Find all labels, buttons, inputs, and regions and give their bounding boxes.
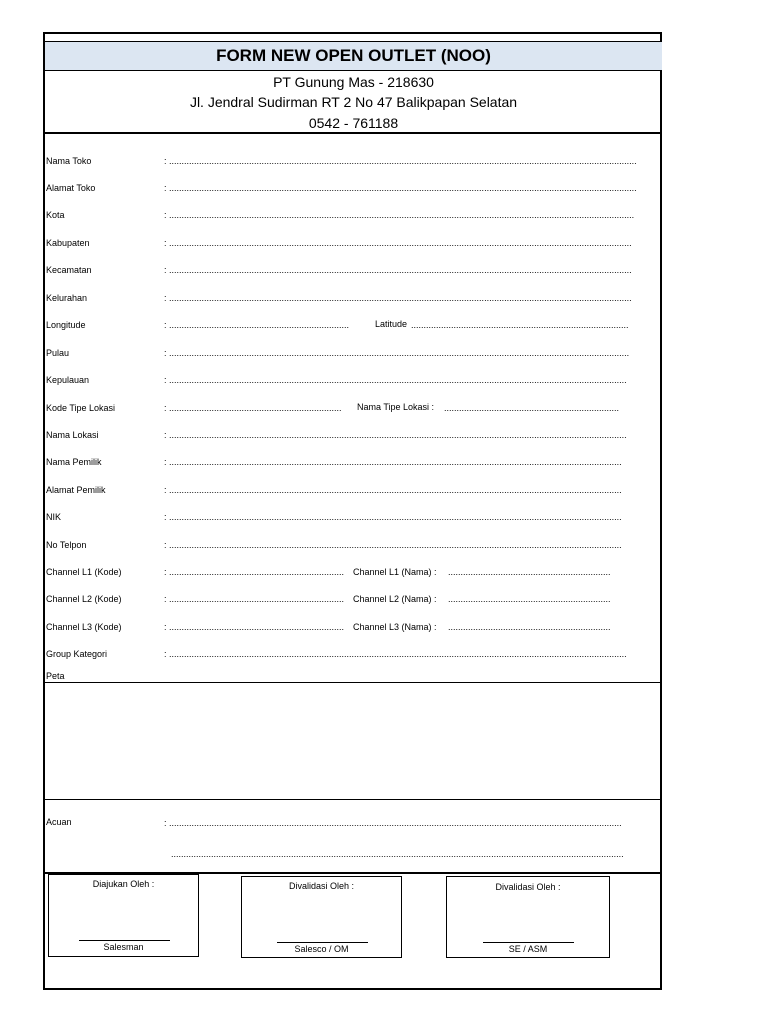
field-label-channel-l1-nama: Channel L1 (Nama) : [353, 567, 437, 577]
field-input-longitude[interactable]: : ........................................................................ [164, 320, 350, 330]
signature-box-salesco[interactable] [241, 876, 402, 958]
field-label-nik: NIK [46, 512, 62, 522]
field-label-nama-lokasi: Nama Lokasi [46, 430, 99, 440]
field-input-acuan-line2[interactable]: ..................................................................................................................................................................................... [171, 849, 624, 859]
field-input-channel-l3-kode[interactable]: : ...................................................................... [164, 622, 345, 632]
field-label-nama-toko: Nama Toko [46, 156, 92, 166]
field-input-channel-l2-nama[interactable]: ................................................................. [448, 594, 611, 604]
field-label-acuan: Acuan [46, 817, 72, 827]
field-label-channel-l2-kode: Channel L2 (Kode) [46, 594, 122, 604]
company-phone: 0542 - 761188 [308, 115, 399, 131]
signature-box-se-asm[interactable] [446, 876, 610, 958]
header-divider [45, 132, 662, 134]
signature-role-salesman: Salesman [103, 942, 144, 952]
field-input-channel-l2-kode[interactable]: : ...................................................................... [164, 594, 345, 604]
signature-title-salesco: Divalidasi Oleh : [288, 881, 355, 891]
field-label-alamat-toko: Alamat Toko [46, 183, 96, 193]
form-title: FORM NEW OPEN OUTLET (NOO) [45, 41, 662, 71]
field-label-channel-l3-nama: Channel L3 (Nama) : [353, 622, 437, 632]
field-label-no-telpon: No Telpon [46, 540, 87, 550]
field-input-group-kategori[interactable]: : ....................................................................................................................................................................................... [164, 649, 627, 659]
map-area-bottom-border [45, 799, 662, 800]
field-label-kecamatan: Kecamatan [46, 265, 92, 275]
signature-title-salesman: Diajukan Oleh : [92, 879, 155, 889]
field-input-alamat-toko[interactable]: : ........................................................................................................................................................................................... [164, 183, 637, 193]
field-label-kota: Kota [46, 210, 65, 220]
field-input-latitude[interactable]: ....................................................................................... [411, 320, 629, 330]
field-label-nama-tipe-lokasi: Nama Tipe Lokasi : [357, 402, 435, 412]
field-input-acuan[interactable]: : ..................................................................................................................................................................................... [164, 818, 622, 828]
field-input-nama-lokasi[interactable]: : ....................................................................................................................................................................................... [164, 430, 627, 440]
field-label-alamat-pemilik: Alamat Pemilik [46, 485, 106, 495]
field-label-channel-l2-nama: Channel L2 (Nama) : [353, 594, 437, 604]
field-label-group-kategori: Group Kategori [46, 649, 108, 659]
field-label-peta: Peta [46, 671, 65, 681]
field-label-kode-tipe-lokasi: Kode Tipe Lokasi [46, 403, 116, 413]
field-label-channel-l1-kode: Channel L1 (Kode) [46, 567, 122, 577]
field-label-kepulauan: Kepulauan [46, 375, 90, 385]
field-input-channel-l3-nama[interactable]: ................................................................. [448, 622, 611, 632]
field-input-kabupaten[interactable]: : ......................................................................................................................................................................................... [164, 238, 632, 248]
field-input-channel-l1-kode[interactable]: : ...................................................................... [164, 567, 345, 577]
field-input-nama-tipe-lokasi[interactable]: ...................................................................... [444, 403, 620, 413]
field-label-channel-l3-kode: Channel L3 (Kode) [46, 622, 122, 632]
signature-role-salesco: Salesco / OM [294, 944, 349, 954]
field-label-kelurahan: Kelurahan [46, 293, 88, 303]
field-label-nama-pemilik: Nama Pemilik [46, 457, 102, 467]
field-input-alamat-pemilik[interactable]: : ..................................................................................................................................................................................... [164, 485, 622, 495]
company-name: PT Gunung Mas - 218630 [273, 74, 434, 90]
field-input-nik[interactable]: : ..................................................................................................................................................................................... [164, 512, 622, 522]
signature-title-se-asm: Divalidasi Oleh : [495, 882, 561, 892]
field-input-nama-pemilik[interactable]: : ..................................................................................................................................................................................... [164, 457, 622, 467]
field-input-channel-l1-nama[interactable]: ................................................................. [448, 567, 611, 577]
company-address: Jl. Jendral Sudirman RT 2 No 47 Balikpapan Selatan [189, 94, 518, 110]
map-area[interactable] [45, 683, 662, 799]
field-input-no-telpon[interactable]: : ..................................................................................................................................................................................... [164, 540, 622, 550]
field-input-kepulauan[interactable]: : ....................................................................................................................................................................................... [164, 375, 627, 385]
field-input-kecamatan[interactable]: : ......................................................................................................................................................................................... [164, 265, 632, 275]
field-input-kode-tipe-lokasi[interactable]: : ..................................................................... [164, 403, 342, 413]
signature-role-se-asm: SE / ASM [508, 944, 548, 954]
field-input-kota[interactable]: : .......................................................................................................................................................................................... [164, 210, 635, 220]
field-label-latitude: Latitude [375, 319, 408, 329]
field-input-nama-toko[interactable]: : ........................................................................................................................................................................................... [164, 156, 637, 166]
field-label-kabupaten: Kabupaten [46, 238, 90, 248]
field-label-longitude: Longitude [46, 320, 86, 330]
field-label-pulau: Pulau [46, 348, 70, 358]
signature-box-salesman[interactable] [48, 874, 199, 957]
field-input-kelurahan[interactable]: : ......................................................................................................................................................................................... [164, 293, 632, 303]
field-input-pulau[interactable]: : ........................................................................................................................................................................................ [164, 348, 630, 358]
